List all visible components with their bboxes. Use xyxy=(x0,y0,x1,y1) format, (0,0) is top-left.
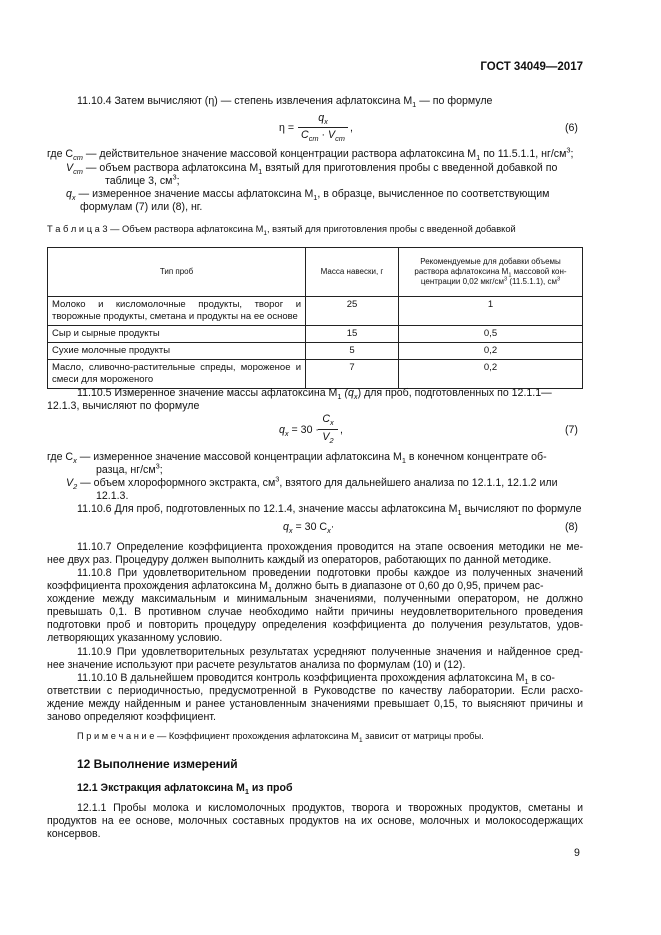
table-header-row xyxy=(48,248,583,297)
document-page: ГОСТ 34049—2017 11.10.4 Затем вычисляют (η) — степень извлечения афлатоксина $M_1$ — по формуле η = $q_x$ $C_{cm} \cdot V_{cm}$ , (6) где $C_{cm}$ — действительное значение массовой концентрации раствора афлатоксина $M_1$ по 11.5.1.1, $нг/см^3$; $V_{cm}$ — объем раствора афлатоксина $M_1$ взятый для приготовления пробы с введенной добавкой по таблице 3, $см^3$; $q_x$ — измеренное значение массы афлатоксина $M_1$, в образце, вычисленное по соответствующим формулам (7) или (8), нг. Т а б л и ц а 3 — Объем раствора афлатоксина $M_1$, взятый для приготовления пробы с введенной добавкой Тип проб Масса навески, г Рекомендуемые для добавки объемы раствора афлатоксина $M_1$ массовой кон- центрации 0,02 мкг/$см^3$ (11.5.1.1), $см^3$ Молоко и кисломолочные продукты, творог и творожные продукты, сметана и продукты на ее основе 25 1 Сыр и сырные продукты 15 0,5 Сухие молочные продукты 5 0,2 Масло, сливочно-растительные спреды, мороженое и смеси для мороженого 7 0,2 11.10.5 Измеренное значение массы афлатоксина $M_1$ $(q_x)$ для проб, подготовленных по 12.1.1— 12.1.3, вычисляют по формуле $q_x = 30$ · $C_x$ $V_2$ , (7) где $C_x$ — измеренное значение массовой концентрации афлатоксина $M_1$ в конечном концентрате об- разца, $нг/см^3$; $V_2$ — объем хлороформного экстракта, $см^3$, взятого для дальнейшего анализа по 12.1.1, 12.1.2 или 12.1.3. 11.10.6 Для проб, подготовленных по 12.1.4, значение массы афлатоксина $M_1$ вычисляют по формуле $q_x = 30$ $C_x\cdot$ (8) 11.10.7 Определение коэффициента прохождения проводится на этапе освоения методики не ме- нее двух раз. Процедуру должен выполнить каждый из операторов, работающих по данной методике. 11.10.8 При удовлетворительном проведении подготовки пробы каждое из полученных значений коэффициента прохождения афлатоксина $M_1$ должно быть в диапазоне от 0,60 до 0,95, причем рас- хождение между максимальным и минимальным значениями, полученными оператором, не должно превышать 0,1. В противном случае необходимо найти причины неудовлетворительного проведения подготовки проб и повторить процедуру определения коэффициента до получения результатов, удов- летворяющих указанному условию. 11.10.9 При удовлетворительных результатах усредняют полученные значения и найденное сред- нее значение используют при расчете результатов анализа по формулам (10) и (12). 11.10.10 В дальнейшем проводится контроль коэффициента прохождения афлатоксина $M_1$ в со- ответствии с периодичностью, предусмотренной в Руководстве по качеству лаборатории. Если расхо- ждение между найденным и ранее установленным значениями превышает 0,15, то выясняют причины и заново определяют коэффициент. П р и м е ч а н и е — Коэффициент прохождения афлатоксина $M_1$ зависит от матрицы пробы. 12 Выполнение измерений 12.1 Экстракция афлатоксина $M_1$ из проб 12.1.1 Пробы молока и кисломолочных продуктов, творога и творожных продуктов, сметаны и продуктов на ее основе, молочных составных продуктов на их основе, молочных и молокосодержащих консервов. 9 xyxy=(47,61,583,859)
paragraph-11-10-4: 11.10.4 Затем вычисляют (η) — степень извлечения афлатоксина $M_1$ — по формуле xyxy=(77,95,493,110)
formula-number: (8) xyxy=(565,521,578,533)
note: П р и м е ч а н и е — Коэффициент прохождения афлатоксина $M_1$ зависит от матрицы пробы. xyxy=(77,731,484,744)
table-row xyxy=(48,326,583,343)
cell-mass: 7 xyxy=(306,360,399,389)
cell-volume: 0,5 xyxy=(399,326,583,343)
cell-volume: 0,2 xyxy=(399,360,583,389)
cell-type: Молоко и кисломолочные продукты, творог и творожные продукты, сметана и продукты на ее основе xyxy=(48,297,306,326)
table-row xyxy=(48,297,583,326)
cell-volume: 0,2 xyxy=(399,343,583,360)
cell-volume: 1 xyxy=(399,297,583,326)
section-heading-12: 12 Выполнение измерений xyxy=(77,757,238,771)
header-sample-type: Тип проб xyxy=(48,248,306,297)
cell-mass: 25 xyxy=(306,297,399,326)
cell-type: Масло, сливочно-растительные спреды, мороженое и смеси для мороженого xyxy=(48,360,306,389)
table-row xyxy=(48,360,583,389)
formula-number: (7) xyxy=(565,424,578,436)
cell-type: Сыр и сырные продукты xyxy=(48,326,306,343)
section-heading-12-1: 12.1 Экстракция афлатоксина $M_1$ из проб xyxy=(77,782,293,797)
header-sample-mass: Масса навески, г xyxy=(306,248,399,297)
table-row xyxy=(48,343,583,360)
table-3-caption: Т а б л и ц а 3 — Объем раствора афлатоксина $M_1$, взятый для приготовления пробы с введенной добавкой xyxy=(47,224,516,237)
document-code: ГОСТ 34049—2017 xyxy=(480,61,583,73)
table-3 xyxy=(47,247,583,389)
cell-type: Сухие молочные продукты xyxy=(48,343,306,360)
cell-mass: 5 xyxy=(306,343,399,360)
cell-mass: 15 xyxy=(306,326,399,343)
paragraph-11-10-6: 11.10.6 Для проб, подготовленных по 12.1.4, значение массы афлатоксина $M_1$ вычисляют по формуле xyxy=(77,503,582,518)
header-added-volume: Рекомендуемые для добавки объемы раствора афлатоксина $M_1$ массовой кон- центрации 0,02 мкг/$см^3$ (11.5.1.1), $см^3$ xyxy=(399,248,583,297)
formula-number: (6) xyxy=(565,122,578,134)
page-number: 9 xyxy=(574,847,580,859)
